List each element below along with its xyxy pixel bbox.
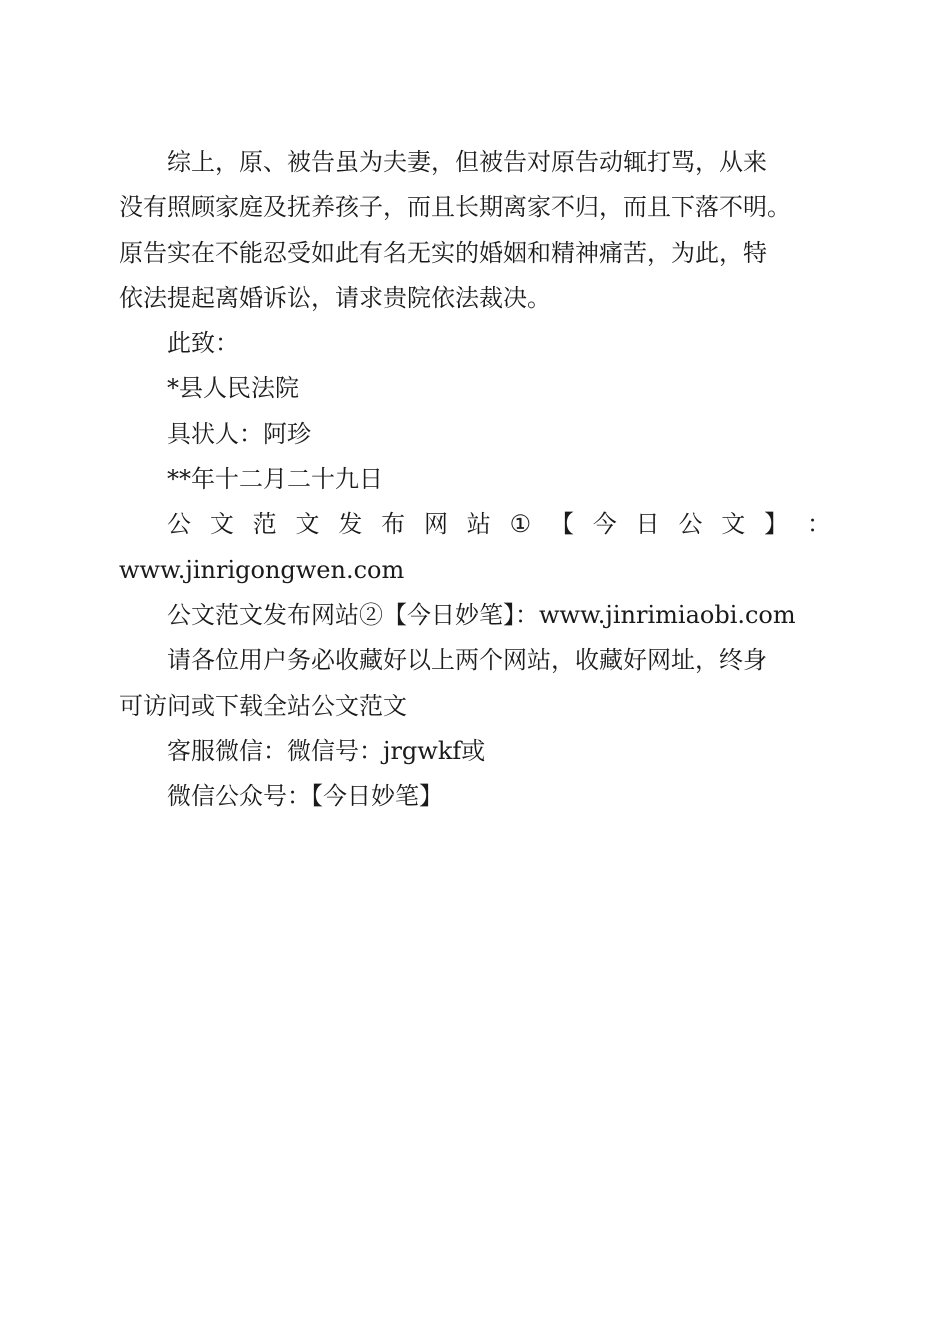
website-2-url[interactable]: www.jinrimiaobi.com bbox=[539, 600, 796, 629]
website-1-char: 文 bbox=[721, 510, 746, 539]
notice-line-1: 请各位用户务必收藏好以上两个网站，收藏好网址，终身 bbox=[167, 646, 767, 675]
website-1-char: ① bbox=[509, 510, 532, 539]
website-1-char: 今 bbox=[592, 510, 617, 539]
wechat-official-account: 微信公众号：【今日妙笔】 bbox=[167, 782, 443, 811]
website-1-char: 】 bbox=[764, 510, 789, 539]
customer-service-wechat: 客服微信：微信号：jrgwkf或 bbox=[167, 736, 486, 765]
plaintiff-signature: 具状人：阿珍 bbox=[167, 419, 311, 448]
website-1-char: ： bbox=[806, 510, 831, 539]
website-1-char: 公 bbox=[678, 510, 703, 539]
website-1-char: 文 bbox=[209, 510, 234, 539]
website-2-line bbox=[119, 593, 831, 638]
court-name: *县人民法院 bbox=[167, 374, 299, 403]
website-1-char: 日 bbox=[635, 510, 660, 539]
conclusion-line-4: 依法提起离婚诉讼，请求贵院依法裁决。 bbox=[119, 283, 551, 312]
notice-paragraph bbox=[119, 638, 831, 729]
website-1-url[interactable]: www.jinrigongwen.com bbox=[119, 555, 405, 584]
website-1-char: 站 bbox=[466, 510, 491, 539]
website-1-char: 网 bbox=[423, 510, 448, 539]
salutation: 此致： bbox=[167, 329, 239, 358]
website-1-char: 文 bbox=[295, 510, 320, 539]
document-body bbox=[119, 140, 831, 819]
website-1-char: 公 bbox=[167, 510, 191, 539]
document-date: **年十二月二十九日 bbox=[167, 465, 383, 494]
website-1-char: 发 bbox=[338, 510, 363, 539]
website-1-label bbox=[119, 502, 831, 547]
website-1-block bbox=[119, 502, 831, 593]
website-2-label: 公文范文发布网站②【今日妙笔】： bbox=[167, 600, 539, 629]
conclusion-line-2: 没有照顾家庭及抚养孩子，而且长期离家不归，而且下落不明。 bbox=[119, 193, 791, 222]
notice-line-2: 可访问或下载全站公文范文 bbox=[119, 691, 407, 720]
website-1-char: 范 bbox=[252, 510, 277, 539]
conclusion-paragraph bbox=[119, 140, 831, 321]
website-1-char: 【 bbox=[549, 510, 574, 539]
conclusion-line-3: 原告实在不能忍受如此有名无实的婚姻和精神痛苦，为此，特 bbox=[119, 238, 767, 267]
website-1-char: 布 bbox=[381, 510, 406, 539]
conclusion-line-1: 综上，原、被告虽为夫妻，但被告对原告动辄打骂，从来 bbox=[167, 148, 767, 176]
